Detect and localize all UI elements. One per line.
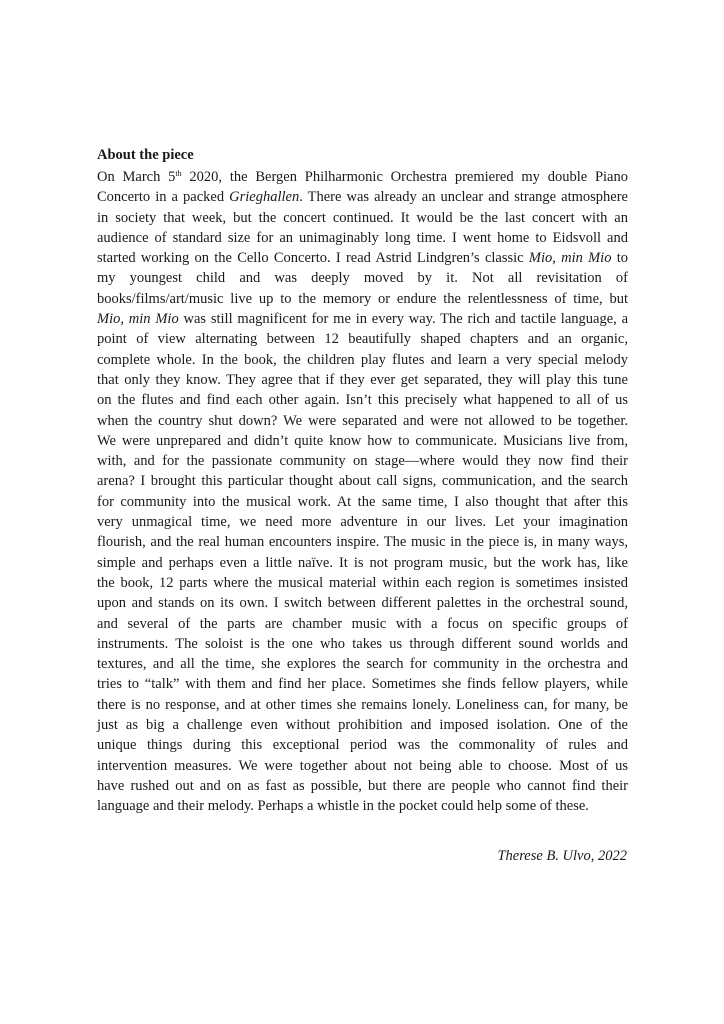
text-segment: tries to “talk” with them and find her place. Sometimes she finds fellow players, while xyxy=(97,676,628,693)
text-line xyxy=(97,167,628,187)
text-segment: unique things during this exceptional period was the commonality of rules and xyxy=(97,737,628,754)
text-line xyxy=(97,208,628,228)
text-line xyxy=(97,715,628,735)
text-segment: language and their melody. Perhaps a whistle in the pocket could help some of these. xyxy=(97,798,589,815)
text-line xyxy=(97,674,628,694)
text-line xyxy=(97,289,628,309)
text-line xyxy=(97,329,628,349)
text-segment: with, and for the passionate community on stage—where would they now find their xyxy=(97,453,628,470)
text-line xyxy=(97,411,628,431)
text-line xyxy=(97,187,628,207)
text-segment: have rushed out and on as fast as possible, but there are people who cannot find their xyxy=(97,777,628,794)
section-heading: About the piece xyxy=(97,147,194,163)
text-segment: to xyxy=(611,250,628,267)
text-segment: We were unprepared and didn’t quite know how to communicate. Musicians live from, xyxy=(97,432,628,449)
text-segment: my youngest child and was deeply moved by it. Not all revisitation of xyxy=(97,270,628,287)
text-segment: and several of the parts are chamber music with a focus on specific groups of xyxy=(97,615,628,632)
text-line xyxy=(97,695,628,715)
text-segment: . There was already an unclear and strange atmosphere xyxy=(299,189,628,206)
text-segment: Concerto in a packed xyxy=(97,189,230,206)
text-segment: intervention measures. We were together about not being able to choose. Most of us xyxy=(97,757,628,774)
text-segment: 2020, the Bergen Philharmonic Orchestra premiered my double Piano xyxy=(181,169,628,185)
text-segment: just as big a challenge even without prohibition and imposed isolation. One of the xyxy=(97,717,628,734)
text-segment: upon and stands on its own. I switch between different palettes in the orchestral sound, xyxy=(97,595,628,612)
text-segment: complete whole. In the book, the children play flutes and learn a very special melody xyxy=(97,351,628,368)
text-segment: very unmagical time, we need more adventure in our lives. Let your imagination xyxy=(97,514,628,531)
superscript: th xyxy=(175,169,182,178)
signature: Therese B. Ulvo, 2022 xyxy=(497,848,627,864)
text-line xyxy=(97,614,628,634)
text-line xyxy=(97,431,628,451)
text-segment: the book, 12 parts where the musical material within each region is sometimes insisted xyxy=(97,574,628,591)
text-segment: flourish, and the real human encounters inspire. The music in the piece is, in many ways, xyxy=(97,534,628,551)
text-segment: arena? I brought this particular thought about call signs, communication, and the search xyxy=(97,473,628,490)
text-segment: books/films/art/music live up to the memory or endure the relentlessness of time, but xyxy=(97,290,628,307)
text-segment: there is no response, and at other times she remains lonely. Loneliness can, for many, be xyxy=(97,696,628,713)
text-line xyxy=(97,776,628,796)
italic-title: Mio, min Mio xyxy=(97,311,179,328)
text-line xyxy=(97,796,628,816)
text-line xyxy=(97,512,628,532)
text-segment: audience of standard size for an unimaginably long time. I went home to Eidsvoll and xyxy=(97,229,628,246)
text-segment: instruments. The soloist is the one who takes us through different sound worlds and xyxy=(97,635,628,652)
text-segment: in society that week, but the concert continued. It would be the last concert with an xyxy=(97,209,628,226)
text-line xyxy=(97,735,628,755)
text-line xyxy=(97,634,628,654)
text-line xyxy=(97,390,628,410)
text-line xyxy=(97,350,628,370)
text-line xyxy=(97,451,628,471)
text-segment: for community into the musical work. At the same time, I also thought that after this xyxy=(97,493,628,510)
text-segment: started working on the Cello Concerto. I read Astrid Lindgren’s classic xyxy=(97,250,529,267)
text-line xyxy=(97,593,628,613)
text-line xyxy=(97,573,628,593)
text-segment: when the country shut down? We were separated and were not allowed to be together. xyxy=(97,412,628,429)
text-line xyxy=(97,756,628,776)
text-line xyxy=(97,553,628,573)
text-line xyxy=(97,370,628,390)
text-line xyxy=(97,268,628,288)
text-line xyxy=(97,471,628,491)
text-segment: was still magnificent for me in every way. The rich and tactile language, a xyxy=(178,311,629,328)
text-line xyxy=(97,654,628,674)
text-line xyxy=(97,309,628,329)
text-line xyxy=(97,228,628,248)
text-line xyxy=(97,492,628,512)
text-segment: simple and perhaps even a little naïve. It is not program music, but the work has, like xyxy=(97,554,628,571)
italic-title: Grieghallen xyxy=(229,189,300,206)
body-text xyxy=(97,167,628,817)
text-segment: on the flutes and find each other again. Isn’t this precisely what happened to all of us xyxy=(97,392,628,409)
text-segment: that only they know. They agree that if they ever get separated, they will play this tune xyxy=(97,371,628,388)
italic-title: Mio, min Mio xyxy=(528,250,612,267)
text-segment: textures, and all the time, she explores the search for community in the orchestra and xyxy=(97,656,628,673)
text-line xyxy=(97,532,628,552)
text-segment: point of view alternating between 12 beautifully shaped chapters and an organic, xyxy=(97,331,628,348)
text-line xyxy=(97,248,628,268)
text-segment: On March 5 xyxy=(97,169,176,185)
